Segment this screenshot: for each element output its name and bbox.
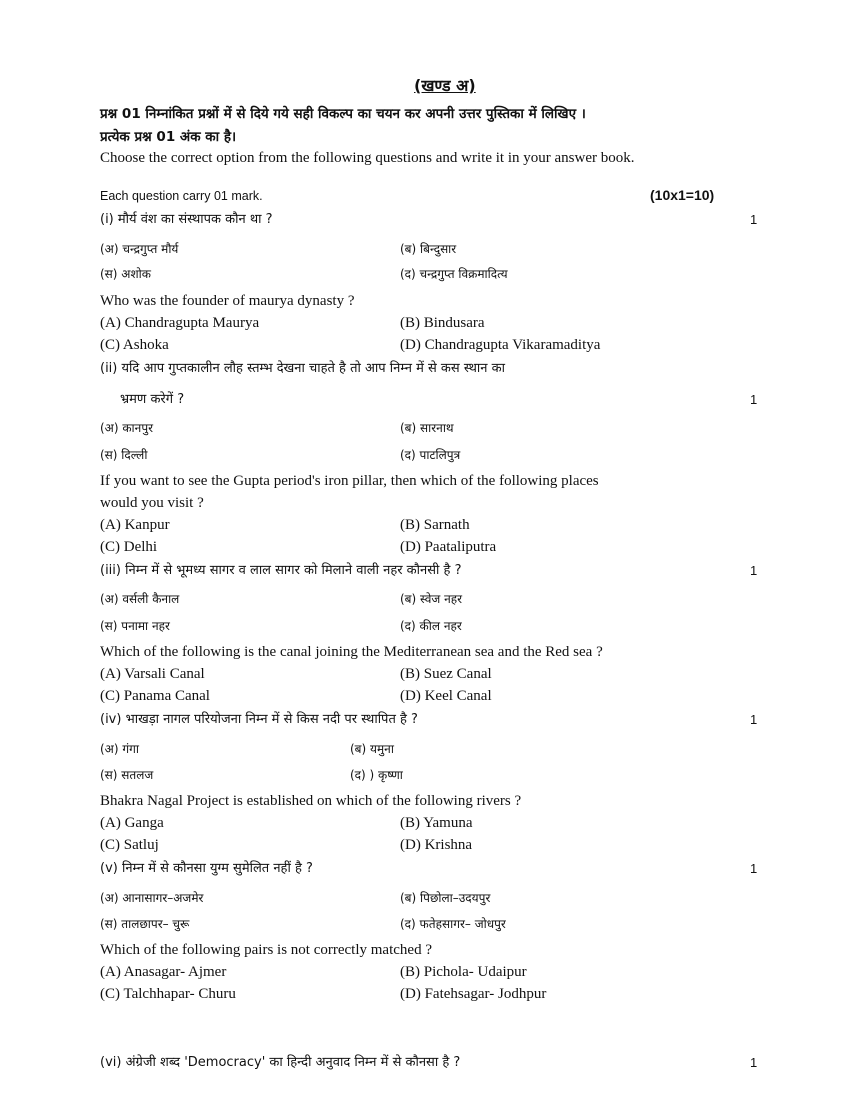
question-hindi: (vi) अंग्रेजी शब्द 'Democracy' का हिन्दी अनुवाद निम्न में से कौनसा है ? (100, 1055, 461, 1070)
option-english-a: (A) Chandragupta Maurya (100, 315, 260, 331)
option-hindi-a: (अ) गंगा (100, 742, 139, 756)
option-english-d: (D) Fatehsagar- Jodhpur (400, 986, 547, 1002)
option-english-a: (A) Ganga (100, 815, 164, 831)
option-hindi-a: (अ) आनासागर–अजमेर (100, 891, 204, 905)
section-title: (खण्ड अ) (414, 76, 476, 95)
option-english-d: (D) Krishna (400, 837, 473, 853)
option-hindi-a: (अ) कानपुर (100, 421, 154, 435)
total-marks: (10x1=10) (650, 187, 715, 203)
question-english: If you want to see the Gupta period's iron pillar, then which of the following places (100, 473, 599, 489)
question-english: Who was the founder of maurya dynasty ? (100, 293, 355, 309)
option-hindi-c: (स) दिल्ली (100, 448, 148, 462)
option-hindi-d: (द) चन्द्रगुप्त विक्रमादित्य (400, 267, 508, 281)
question-hindi: (v) निम्न में से कौनसा युग्म सुमेलित नहीं है ? (100, 861, 313, 876)
option-hindi-d: (द) कील नहर (400, 619, 462, 633)
option-hindi-a: (अ) वर्सली कैनाल (100, 592, 180, 606)
option-english-a: (A) Varsali Canal (100, 666, 205, 682)
option-english-c: (C) Delhi (100, 539, 158, 555)
question-marks: 1 (750, 212, 758, 227)
question-english-continued: would you visit ? (100, 495, 204, 511)
option-english-d: (D) Chandragupta Vikaramaditya (400, 337, 601, 353)
option-english-b: (B) Bindusara (400, 315, 485, 331)
option-hindi-b: (ब) बिन्दुसार (400, 242, 457, 256)
question-english: Which of the following pairs is not correctly matched ? (100, 942, 432, 958)
option-hindi-a: (अ) चन्द्रगुप्त मौर्य (100, 242, 179, 256)
instruction-hindi-line2: प्रत्येक प्रश्न 01 अंक का है। (100, 129, 237, 145)
option-hindi-b: (ब) स्वेज नहर (400, 592, 463, 606)
option-english-d: (D) Keel Canal (400, 688, 492, 704)
question-english: Bhakra Nagal Project is established on which of the following rivers ? (100, 793, 522, 809)
option-english-a: (A) Anasagar- Ajmer (100, 964, 227, 980)
option-english-a: (A) Kanpur (100, 517, 170, 533)
instruction-hindi-line1: प्रश्न 01 निम्नांकित प्रश्नों में से दिये गये सही विकल्प का चयन कर अपनी उत्तर पुस्तिका में लिखिए । (100, 106, 586, 122)
question-hindi: (i) मौर्य वंश का संस्थापक कौन था ? (100, 212, 273, 227)
question-marks: 1 (750, 861, 758, 876)
option-hindi-b: (ब) यमुना (350, 742, 394, 756)
option-hindi-d: (द) पाटलिपुत्र (400, 448, 461, 462)
option-hindi-c: (स) सतलज (100, 768, 154, 782)
option-english-c: (C) Panama Canal (100, 688, 210, 704)
option-hindi-c: (स) अशोक (100, 267, 151, 281)
option-hindi-c: (स) पनामा नहर (100, 619, 170, 633)
option-english-b: (B) Pichola- Udaipur (400, 964, 527, 980)
option-hindi-b: (ब) पिछोला–उदयपुर (400, 891, 491, 905)
option-english-c: (C) Ashoka (100, 337, 169, 353)
option-english-b: (B) Yamuna (400, 815, 473, 831)
option-hindi-b: (ब) सारनाथ (400, 421, 454, 435)
option-english-d: (D) Paataliputra (400, 539, 497, 555)
question-marks: 1 (750, 392, 758, 407)
option-english-c: (C) Satluj (100, 837, 159, 853)
marks-note: Each question carry 01 mark. (100, 189, 263, 203)
question-hindi: (ii) यदि आप गुप्तकालीन लौह स्तम्भ देखना चाहते है तो आप निम्न में से कस स्थान का (100, 361, 505, 376)
question-marks: 1 (750, 712, 758, 727)
option-english-c: (C) Talchhapar- Churu (100, 986, 236, 1002)
option-hindi-d: (द) फतेहसागर– जोधपुर (400, 917, 506, 931)
option-english-b: (B) Sarnath (400, 517, 470, 533)
question-hindi-continued: भ्रमण करेगें ? (120, 392, 185, 407)
instruction-english: Choose the correct option from the following questions and write it in your answer book. (100, 150, 635, 166)
option-english-b: (B) Suez Canal (400, 666, 492, 682)
question-marks: 1 (750, 563, 758, 578)
question-english: Which of the following is the canal joining the Mediterranean sea and the Red sea ? (100, 644, 603, 660)
option-hindi-c: (स) तालछापर– चुरू (100, 917, 190, 931)
option-hindi-d: (द) ) कृष्णा (350, 768, 403, 782)
question-marks: 1 (750, 1055, 758, 1070)
question-hindi: (iii) निम्न में से भूमध्य सागर व लाल सागर को मिलाने वाली नहर कौनसी है ? (100, 563, 462, 578)
question-hindi: (iv) भाखड़ा नागल परियोजना निम्न में से किस नदी पर स्थापित है ? (100, 712, 418, 727)
